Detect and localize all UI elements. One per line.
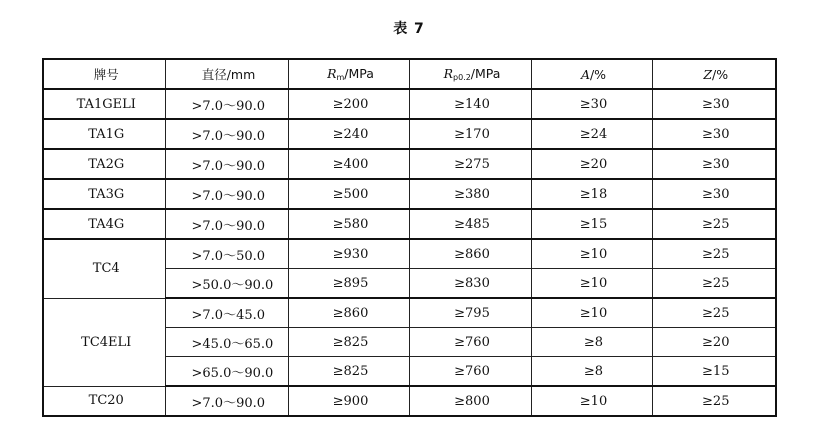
rm-subscript: m (336, 73, 345, 82)
a-unit: /% (589, 66, 607, 82)
diameter-cell: >45.0～65.0 (165, 328, 288, 357)
rp-cell: ≥140 (409, 89, 531, 119)
table-row (43, 119, 776, 149)
rm-cell: ≥900 (288, 386, 409, 416)
rm-cell: ≥500 (288, 179, 409, 209)
grade-cell: TA1G (43, 119, 165, 149)
rm-cell: ≥240 (288, 119, 409, 149)
a-cell: ≥10 (531, 269, 652, 299)
rm-cell: ≥825 (288, 328, 409, 357)
a-symbol: A (580, 66, 590, 82)
z-cell: ≥30 (652, 149, 776, 179)
diameter-cell: >7.0～90.0 (165, 386, 288, 416)
rp-subscript: p0.2 (452, 73, 471, 82)
rm-cell: ≥400 (288, 149, 409, 179)
grade-cell: TC20 (43, 386, 165, 416)
diameter-cell: >7.0～90.0 (165, 209, 288, 239)
grade-cell: TC4ELI (43, 298, 165, 386)
rp-unit: /MPa (470, 66, 501, 81)
rm-symbol: R (327, 66, 337, 81)
a-cell: ≥8 (531, 357, 652, 387)
rp-cell: ≥800 (409, 386, 531, 416)
table-row (43, 239, 776, 269)
header-diameter: 直径/mm (165, 59, 288, 89)
z-cell: ≥30 (652, 89, 776, 119)
a-cell: ≥10 (531, 239, 652, 269)
header-grade: 牌号 (43, 59, 165, 89)
a-cell: ≥10 (531, 298, 652, 328)
grade-cell: TA3G (43, 179, 165, 209)
z-cell: ≥15 (652, 357, 776, 387)
rp-cell: ≥275 (409, 149, 531, 179)
rm-cell: ≥930 (288, 239, 409, 269)
z-unit: /% (712, 66, 729, 82)
z-cell: ≥25 (652, 239, 776, 269)
a-cell: ≥30 (531, 89, 652, 119)
a-cell: ≥8 (531, 328, 652, 357)
rm-cell: ≥895 (288, 269, 409, 299)
z-cell: ≥30 (652, 119, 776, 149)
properties-table (42, 58, 777, 417)
rp-cell: ≥830 (409, 269, 531, 299)
grade-cell: TC4 (43, 239, 165, 298)
table-row (43, 298, 776, 328)
table-caption: 表 7 (393, 21, 425, 37)
rm-cell: ≥580 (288, 209, 409, 239)
diameter-cell: >7.0～90.0 (165, 149, 288, 179)
diameter-cell: >7.0～90.0 (165, 89, 288, 119)
diameter-cell: >65.0～90.0 (165, 357, 288, 387)
rp-cell: ≥170 (409, 119, 531, 149)
grade-cell: TA4G (43, 209, 165, 239)
diameter-cell: >7.0～50.0 (165, 239, 288, 269)
grade-cell: TA1GELI (43, 89, 165, 119)
header-reduction-of-area (652, 59, 776, 89)
table-row (43, 149, 776, 179)
table-row (43, 209, 776, 239)
rm-unit: /MPa (344, 66, 374, 81)
z-cell: ≥25 (652, 269, 776, 299)
diameter-cell: >7.0～45.0 (165, 298, 288, 328)
rp-cell: ≥760 (409, 357, 531, 387)
a-cell: ≥15 (531, 209, 652, 239)
z-symbol: Z (703, 66, 713, 82)
rp-cell: ≥760 (409, 328, 531, 357)
rm-cell: ≥860 (288, 298, 409, 328)
header-tensile-strength (288, 59, 409, 89)
table-row (43, 386, 776, 416)
diameter-cell: >7.0～90.0 (165, 179, 288, 209)
rm-cell: ≥825 (288, 357, 409, 387)
a-cell: ≥10 (531, 386, 652, 416)
z-cell: ≥25 (652, 298, 776, 328)
a-cell: ≥18 (531, 179, 652, 209)
rp-cell: ≥380 (409, 179, 531, 209)
header-elongation (531, 59, 652, 89)
z-cell: ≥30 (652, 179, 776, 209)
rp-cell: ≥485 (409, 209, 531, 239)
diameter-cell: >50.0～90.0 (165, 269, 288, 299)
table-row (43, 89, 776, 119)
a-cell: ≥20 (531, 149, 652, 179)
header-row (43, 59, 776, 89)
a-cell: ≥24 (531, 119, 652, 149)
z-cell: ≥25 (652, 209, 776, 239)
rp-symbol: R (443, 66, 453, 81)
diameter-cell: >7.0～90.0 (165, 119, 288, 149)
header-yield-strength (409, 59, 531, 89)
z-cell: ≥25 (652, 386, 776, 416)
z-cell: ≥20 (652, 328, 776, 357)
rp-cell: ≥860 (409, 239, 531, 269)
grade-cell: TA2G (43, 149, 165, 179)
rp-cell: ≥795 (409, 298, 531, 328)
table-row (43, 179, 776, 209)
rm-cell: ≥200 (288, 89, 409, 119)
